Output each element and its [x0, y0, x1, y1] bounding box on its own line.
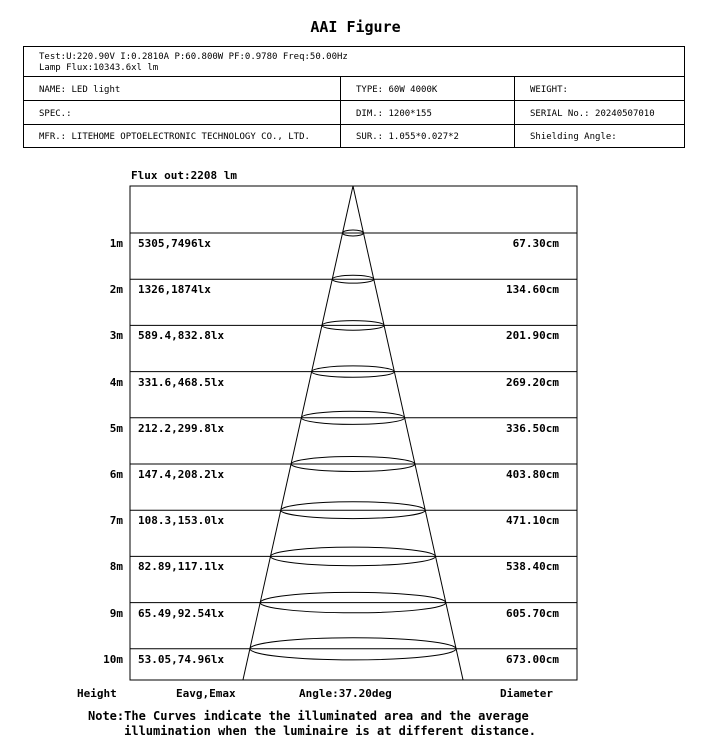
height-label: Height: [77, 687, 117, 700]
name-cell: NAME: LED light: [24, 77, 341, 101]
illuminance-value: 5305,7496lx: [138, 237, 211, 250]
distance-label: 4m: [109, 375, 123, 389]
page-title: AAI Figure: [310, 18, 401, 36]
distance-label: 7m: [109, 514, 123, 528]
illuminance-value: 331.6,468.5lx: [138, 375, 225, 389]
diameter-value: 471.10cm: [506, 514, 559, 528]
illuminance-value: 82.89,117.1lx: [138, 560, 225, 574]
diameter-value: 269.20cm: [506, 375, 559, 389]
illuminance-value: 147.4,208.2lx: [138, 468, 225, 481]
diameter-value: 403.80cm: [506, 468, 559, 481]
serial-cell: SERIAL No.: 20240507010: [515, 101, 685, 125]
distance-label: 3m: [109, 329, 123, 343]
note-line-1: Note:The Curves indicate the illuminated area and the average: [88, 709, 529, 723]
test-line-1: Test:U:220.90V I:0.2810A P:60.800W PF:0.9780 Freq:50.00Hz: [39, 51, 348, 62]
dim-cell: DIM.: 1200*155: [341, 101, 515, 125]
light-cone: [243, 186, 463, 680]
illuminance-value: 1326,1874lx: [138, 283, 211, 297]
flux-out-label: Flux out:2208 lm: [131, 169, 237, 182]
test-line-2: Lamp Flux:10343.6xl lm: [39, 62, 159, 73]
distance-label: 2m: [109, 283, 123, 297]
illuminance-value: 589.4,832.8lx: [138, 329, 225, 343]
illuminance-value: 108.3,153.0lx: [138, 514, 225, 528]
distance-label: 10m: [103, 652, 123, 666]
distance-label: 9m: [109, 606, 123, 620]
illuminance-value: 212.2,299.8lx: [138, 421, 225, 435]
weight-cell: WEIGHT:: [515, 77, 685, 101]
illuminance-value: 53.05,74.96lx: [138, 652, 225, 666]
eavg-label: Eavg,Emax: [176, 687, 236, 700]
diameter-label: Diameter: [500, 687, 553, 700]
note-line-2: illumination when the luminaire is at different distance.: [88, 724, 536, 738]
diameter-value: 67.30cm: [512, 237, 559, 250]
diameter-value: 134.60cm: [506, 283, 559, 297]
mfr-cell: MFR.: LITEHOME OPTOELECTRONIC TECHNOLOGY CO., LTD.: [24, 125, 341, 148]
sur-cell: SUR.: 1.055*0.027*2: [341, 125, 515, 148]
shielding-cell: Shielding Angle:: [515, 125, 685, 148]
type-cell: TYPE: 60W 4000K: [341, 77, 515, 101]
distance-label: 6m: [109, 468, 123, 481]
diameter-value: 201.90cm: [506, 329, 559, 343]
note-text: [88, 709, 536, 739]
angle-label: Angle:37.20deg: [299, 687, 392, 700]
cone-left-edge: [243, 186, 353, 680]
diameter-value: 673.00cm: [506, 652, 559, 666]
distance-label: 5m: [109, 421, 123, 435]
cone-right-edge: [353, 186, 463, 680]
spec-cell: SPEC.:: [24, 101, 341, 125]
diameter-value: 538.40cm: [506, 560, 559, 574]
diameter-value: 336.50cm: [506, 421, 559, 435]
distance-label: 1m: [109, 237, 123, 250]
diameter-value: 605.70cm: [506, 606, 559, 620]
distance-label: 8m: [109, 560, 123, 574]
illuminance-value: 65.49,92.54lx: [138, 606, 225, 620]
